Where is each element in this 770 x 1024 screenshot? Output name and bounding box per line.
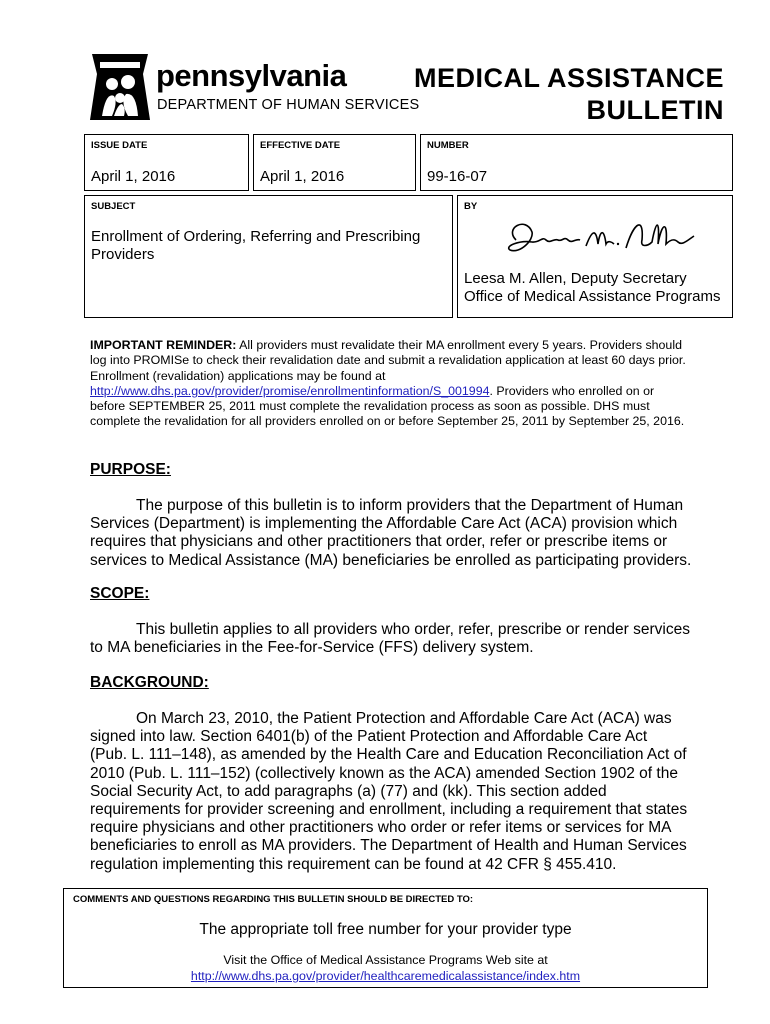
number-label: NUMBER [427,140,469,151]
scope-line: This bulletin applies to all providers who order, refer, prescribe or render services [136,621,690,638]
purpose-paragraph [90,497,690,570]
revalidation-link[interactable]: http://www.dhs.pa.gov/provider/promise/enrollmentinformation/S_001994 [90,383,490,398]
pa-dhs-logo [88,52,420,124]
purpose-line: The purpose of this bulletin is to inform providers that the Department of Human [136,497,684,514]
background-line: Social Security Act, to add paragraphs (a) (77) and (kk). This section added [90,782,607,800]
purpose-line: services to Medical Assistance (MA) beneficiaries be enrolled as participating providers. [90,551,692,569]
background-line: On March 23, 2010, the Patient Protection and Affordable Care Act (ACA) was [136,710,672,727]
number-cell [420,134,733,191]
title-line-2: BULLETIN [586,95,724,125]
reminder-text-2: . Providers who enrolled on or before SEPTEMBER 25, 2011 must complete the revalidation process as soon as possible. DHS must complete the revalidation for all providers enrolled on or before September 25, 2011 by September 25, 2016. [90,383,685,429]
purpose-heading: PURPOSE: [90,461,171,478]
signer-block [464,270,721,306]
signature-image [502,210,702,260]
scope-heading: SCOPE: [90,585,150,602]
signer-name: Leesa M. Allen, Deputy Secretary [464,270,687,287]
background-line: 2010 (Pub. L. 111–152) (collectively known as the ACA) amended Section 1902 of the [90,764,678,782]
effective-date-cell [253,134,416,191]
by-label: BY [464,201,478,212]
effective-date-label: EFFECTIVE DATE [260,140,341,151]
signer-office: Office of Medical Assistance Programs [464,288,721,305]
background-line: signed into law. Section 6401(b) of the Patient Protection and Affordable Care Act [90,728,648,746]
bulletin-title [414,62,724,126]
background-line: (Pub. L. 111–148), as amended by the Health Care and Education Reconciliation Act of [90,746,687,764]
contact-visit: Visit the Office of Medical Assistance Programs Web site at [223,953,548,967]
title-line-1: MEDICAL ASSISTANCE [413,63,724,93]
by-cell [457,195,733,318]
number-value: 99-16-07 [427,168,488,185]
contact-main: The appropriate toll free number for your provider type [199,921,572,938]
scope-paragraph [90,621,690,657]
scope-line: to MA beneficiaries in the Fee-for-Service (FFS) delivery system. [90,639,534,657]
keystone-family-icon [88,52,152,124]
effective-date-value: April 1, 2016 [260,168,345,185]
issue-date-cell [84,134,249,191]
reminder-lead: IMPORTANT REMINDER: [90,338,237,352]
reminder-text-1: All providers must revalidate their MA enrollment every 5 years. Providers should log into PROMISe to check their revalidation date and submit a revalidation application at least 60 days prior. Enrollment (revalidation) applications may be found at [90,338,686,383]
logo-wordmark: pennsylvania [156,58,347,93]
logo-department: DEPARTMENT OF HUMAN SERVICES [157,97,420,113]
issue-date-label: ISSUE DATE [91,140,148,151]
contact-label: COMMENTS AND QUESTIONS REGARDING THIS BULLETIN SHOULD BE DIRECTED TO: [73,894,474,905]
background-line: requirements for provider screening and enrollment, including a requirement that states [90,801,688,819]
subject-text: Enrollment of Ordering, Referring and Prescribing Providers [91,228,421,263]
background-line: regulation implementing this requirement can be found at 42 CFR § 455.410. [90,855,617,873]
purpose-line: Services (Department) is implementing the Affordable Care Act (ACA) provision which [90,515,678,533]
issue-date-value: April 1, 2016 [91,168,176,185]
purpose-line: requires that physicians and other practitioners that order, refer or prescribe items or [90,533,668,551]
omap-website-link[interactable]: http://www.dhs.pa.gov/provider/healthcaremedicalassistance/index.htm [190,969,581,983]
background-paragraph [90,710,690,874]
contact-url-wrap [64,969,707,983]
subject-label: SUBJECT [91,201,136,212]
background-line: require physicians and other practitioners who order or refer items or services for MA [90,819,672,837]
contact-box [63,888,708,988]
background-line: beneficiaries to enroll as MA providers. The Department of Health and Human Services [90,837,687,855]
important-reminder [90,338,688,430]
background-heading: BACKGROUND: [90,674,209,691]
subject-cell [84,195,453,318]
